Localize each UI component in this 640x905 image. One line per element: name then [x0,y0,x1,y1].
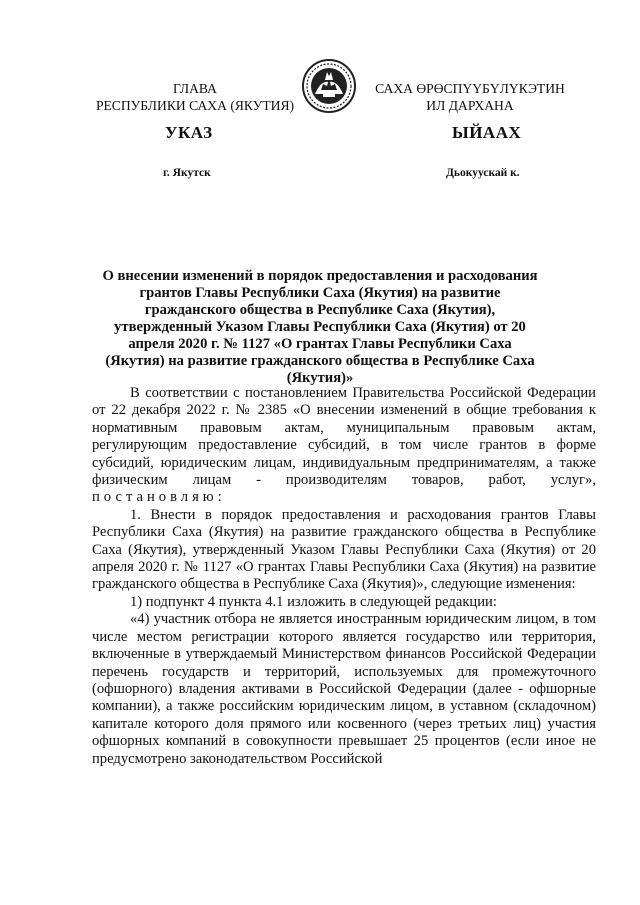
paragraph-subitem-1: 1) подпункт 4 пункта 4.1 изложить в следующей редакции: [130,593,497,610]
decree-body [92,385,596,768]
decree-subject-title: О внесении изменений в порядок предоставления и расходования грантов Главы Республики Саха (Якутия) на развитие гражданского общества в Республике Саха (Якутия), утвержденный Указом Главы Республики Саха (Якутия) от 20 апреля 2020 г. № 1127 «О грантах Главы Республики Саха (Якутия) на развитие гражданского общества в Республике Саха (Якутия)» [102,268,538,386]
decree-title-ru: УКАЗ [165,123,213,142]
preamble-text: В соответствии с постановлением Правительства Российской Федерации от 22 декабря 2022 г. № 2385 «О внесении изменений в общие требования к нормативным правовым актам, муниципальным правовым актам, регулирующим предоставление субсидий, в том числе грантов в форме субсидий, юридическим лицам, индивидуальным предпринимателям, а также физическим лицам - производителям товаров, работ, услуг», [92,385,596,489]
resolution-word: постановляю: [92,489,226,506]
header-right [355,80,585,114]
paragraph-preamble [92,385,596,507]
city-ru: г. Якутск [163,167,211,179]
header-left-line2: РЕСПУБЛИКИ САХА (ЯКУТИЯ) [95,98,295,113]
header-right-line1: САХА ӨРӨСПҮҮБҮЛҮКЭТИН [375,81,565,96]
header-left [80,80,310,114]
decree-title-sah: ЫЙААХ [452,123,522,142]
paragraph-quote: «4) участник отбора не является иностранным юридическим лицом, в том числе местом регистрации которого является государство или территория, включенные в утверждаемый Министерством финансов Российской Федерации перечень государств и территорий, используемых для промежуточного (офшорного) владения активами в Российской Федерации (далее - офшорные компании), а также российским юридическим лицом, в уставном (складочном) капитале которого доля прямого или косвенного (через третьих лиц) участия офшорных компаний в совокупности превышает 25 процентов (если иное не предусмотрено законодательством Российской [92,611,596,767]
city-sah: Дьокуускай к. [446,167,520,179]
header-right-line2: ИЛ ДАРХАНА [426,98,514,113]
header-left-line1: ГЛАВА [173,81,217,96]
paragraph-item-1: 1. Внести в порядок предоставления и расходования грантов Главы Республики Саха (Якутия) на развитие гражданского общества в Республике Саха (Якутия), утвержденный Указом Главы Республики Саха (Якутия) от 20 апреля 2020 г. № 1127 «О грантах Главы Республики Саха (Якутия) на развитие гражданского общества в Республике Саха (Якутия)», следующие изменения: [92,506,596,593]
coat-of-arms-icon [301,58,357,114]
